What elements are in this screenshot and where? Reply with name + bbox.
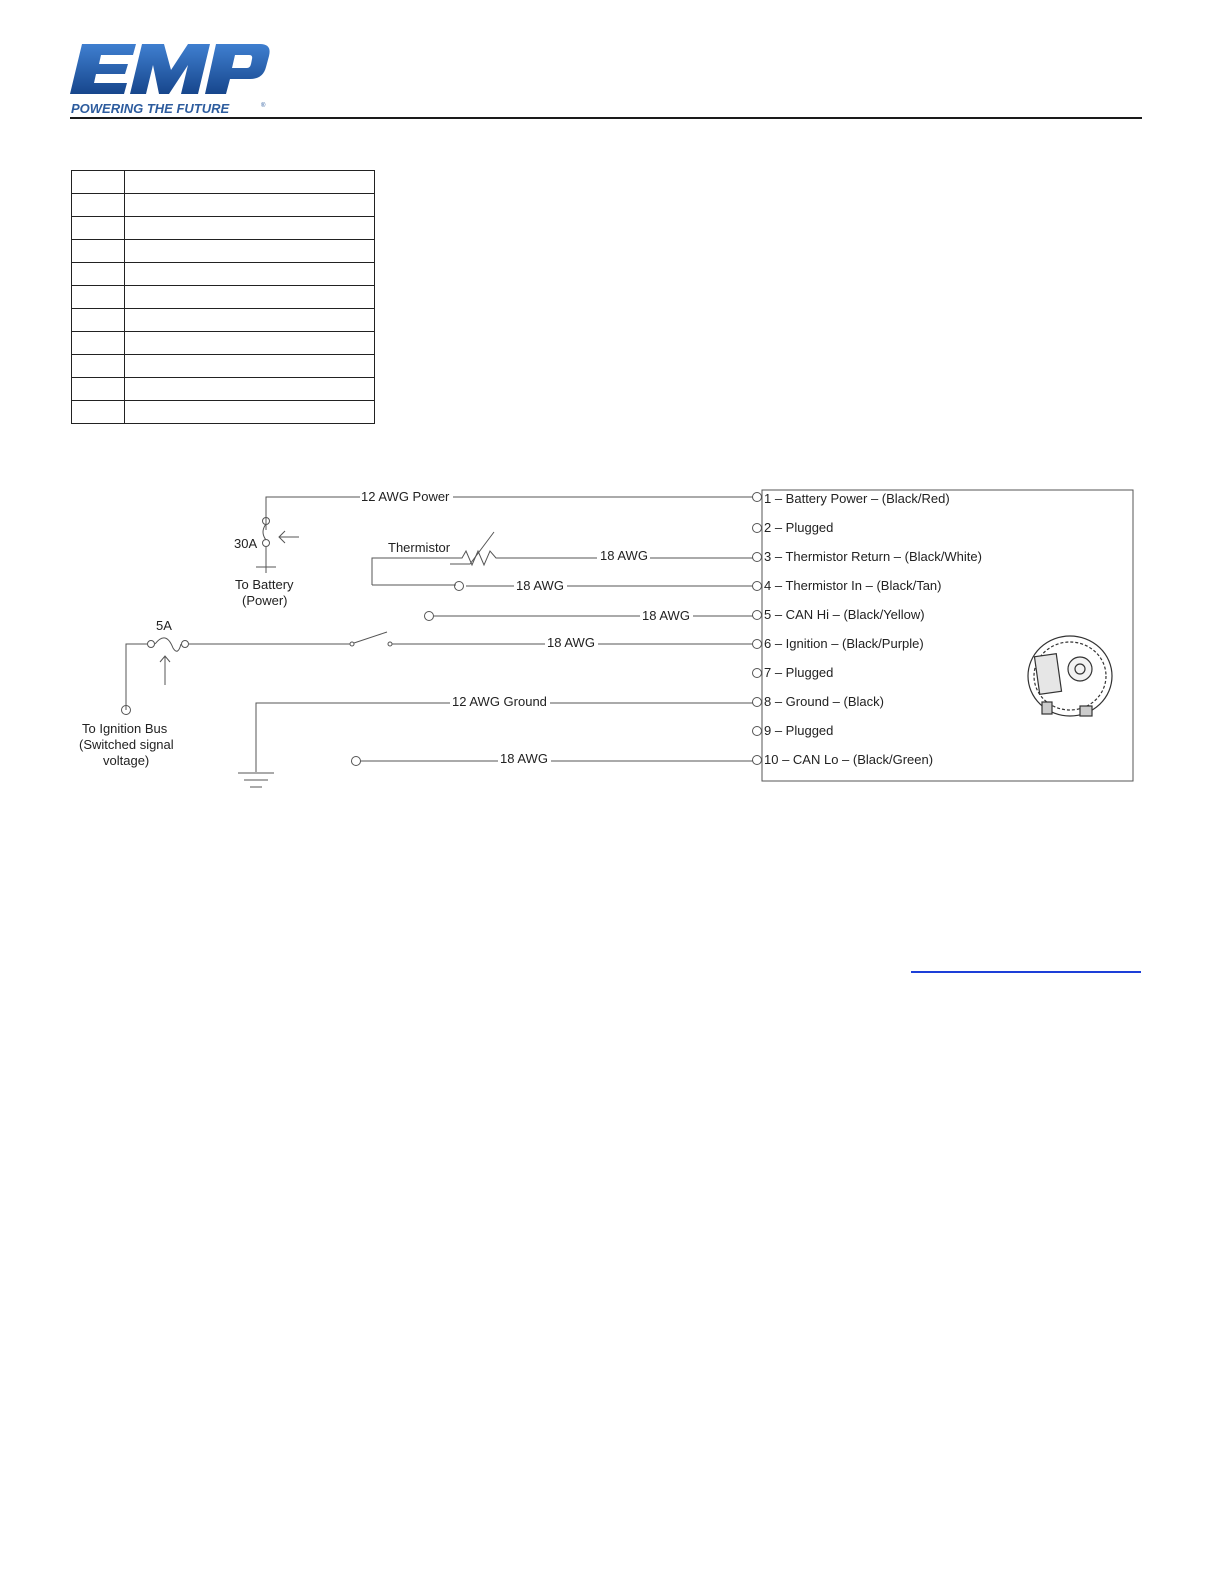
wire-label-therm-return: 18 AWG bbox=[600, 548, 648, 563]
table-row bbox=[72, 309, 375, 332]
wire-label-ground: 12 AWG Ground bbox=[452, 694, 547, 709]
pin-terminal bbox=[753, 727, 762, 736]
pin-label: 1 – Battery Power – (Black/Red) bbox=[764, 491, 950, 506]
table-row bbox=[72, 332, 375, 355]
table-row bbox=[72, 401, 375, 424]
ignition-label-line3: voltage) bbox=[103, 753, 150, 768]
pin-terminal bbox=[753, 582, 762, 591]
table-row bbox=[72, 194, 375, 217]
pin-label: 3 – Thermistor Return – (Black/White) bbox=[764, 549, 982, 564]
logo-tagline: POWERING THE FUTURE bbox=[71, 101, 230, 116]
table-row bbox=[72, 217, 375, 240]
pin-label: 9 – Plugged bbox=[764, 723, 834, 738]
wire-label-can-hi: 18 AWG bbox=[642, 608, 690, 623]
fuse-5a-label: 5A bbox=[156, 618, 172, 633]
pin-label: 6 – Ignition – (Black/Purple) bbox=[764, 636, 924, 651]
pin-label: 10 – CAN Lo – (Black/Green) bbox=[764, 752, 934, 767]
pin-label: 8 – Ground – (Black) bbox=[764, 694, 884, 709]
header-rule bbox=[70, 117, 1142, 119]
pin-terminal bbox=[753, 756, 762, 765]
table-row bbox=[72, 240, 375, 263]
table-row bbox=[72, 378, 375, 401]
power-wire bbox=[266, 497, 360, 530]
emp-logo bbox=[70, 40, 280, 120]
wire-label-ignition: 18 AWG bbox=[547, 635, 595, 650]
pin-terminal bbox=[753, 640, 762, 649]
wire-label-power: 12 AWG Power bbox=[361, 489, 450, 504]
pin-label: 7 – Plugged bbox=[764, 665, 834, 680]
svg-text:®: ® bbox=[261, 103, 266, 109]
wiring-diagram bbox=[70, 480, 1150, 810]
pin-terminal bbox=[753, 493, 762, 502]
pin-terminal bbox=[753, 611, 762, 620]
pin-label: 2 – Plugged bbox=[764, 520, 834, 535]
ignition-label-line1: To Ignition Bus bbox=[82, 721, 168, 736]
hyperlink-underline[interactable] bbox=[911, 971, 1141, 973]
thermistor-label: Thermistor bbox=[388, 540, 451, 555]
pump-illustration bbox=[1028, 636, 1112, 716]
ignition-label-line2: (Switched signal bbox=[79, 737, 174, 752]
fuse-30a-label: 30A bbox=[234, 536, 258, 551]
wire-label-therm-in: 18 AWG bbox=[516, 578, 564, 593]
table-row bbox=[72, 171, 375, 194]
table-row bbox=[72, 263, 375, 286]
battery-label-line2: (Power) bbox=[242, 593, 288, 608]
pin-terminal bbox=[753, 669, 762, 678]
battery-label-line1: To Battery bbox=[235, 577, 294, 592]
table-row bbox=[72, 355, 375, 378]
pin-terminal bbox=[753, 524, 762, 533]
wire-label-can-lo: 18 AWG bbox=[500, 751, 548, 766]
pin-table bbox=[71, 170, 375, 424]
table-row bbox=[72, 286, 375, 309]
pin-terminal bbox=[753, 698, 762, 707]
pin-terminal bbox=[753, 553, 762, 562]
pin-label: 5 – CAN Hi – (Black/Yellow) bbox=[764, 607, 925, 622]
pin-label: 4 – Thermistor In – (Black/Tan) bbox=[764, 578, 942, 593]
